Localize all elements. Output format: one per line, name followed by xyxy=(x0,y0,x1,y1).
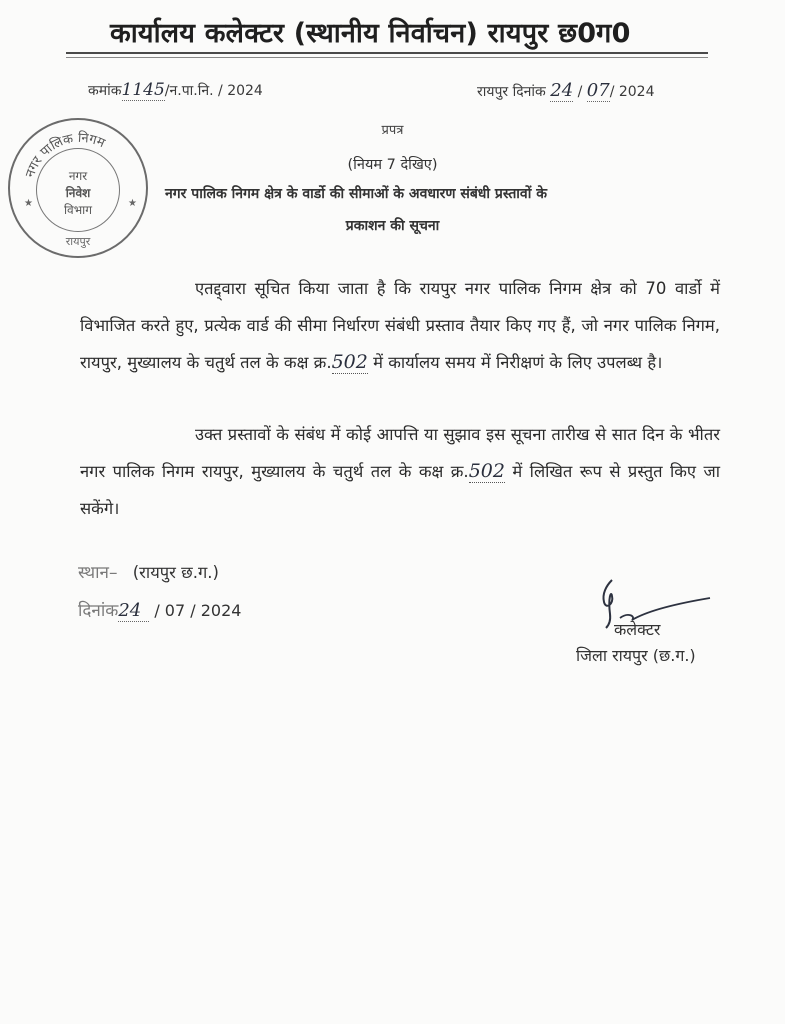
reference-number xyxy=(88,80,263,100)
place-label: स्थान– xyxy=(78,563,118,583)
seal-center-text xyxy=(10,168,146,219)
reference-date-label: रायपुर दिनांक xyxy=(477,84,546,100)
seal-star-left-icon: ★ xyxy=(24,198,33,209)
paragraph-1-text-end: में कार्यालय समय में निरीक्षणं के लिए उपलब्ध है। xyxy=(367,353,663,372)
seal-star-right-icon: ★ xyxy=(128,198,137,209)
footer-date-label: दिनांक xyxy=(78,601,119,621)
reference-number-value: 1145 xyxy=(121,80,165,100)
paragraph-1-room-number: 502 xyxy=(331,351,368,373)
reference-number-label: कमांक xyxy=(88,83,122,99)
form-subject-line-1: नगर पालिक निगम क्षेत्र के वार्डो की सीमाओं के अवधारण संबंधी प्रस्तावों के xyxy=(165,186,547,202)
footer-date-line xyxy=(78,598,241,621)
office-title: कार्यालय कलेक्टर (स्थानीय निर्वाचन) रायपुर छ0ग0 xyxy=(110,18,631,49)
notice-paragraph-2 xyxy=(80,416,720,527)
place-line xyxy=(78,560,219,583)
signatory-district: जिला रायपुर (छ.ग.) xyxy=(576,646,696,665)
title-underline-thin xyxy=(66,57,708,58)
seal-outer-text: नगर पालिक निगम xyxy=(22,130,108,180)
seal-line-1: नगर xyxy=(68,169,88,183)
place-value: (रायपुर छ.ग.) xyxy=(132,563,219,582)
reference-date-day: 24 xyxy=(550,80,574,101)
footer-date-rest: / 07 / 2024 xyxy=(154,601,242,620)
signatory-designation: कलेक्टर xyxy=(614,620,661,639)
footer-date-day: 24 xyxy=(118,600,149,622)
reference-date-separator: / xyxy=(573,84,587,100)
paragraph-2-text-end: में लिखित रूप से प्रस्तुत किए जा सकेंगे। xyxy=(80,462,720,518)
seal-line-3: विभाग xyxy=(63,203,93,217)
department-seal xyxy=(8,118,148,258)
seal-line-2: निवेश xyxy=(65,186,91,200)
paragraph-2-room-number: 502 xyxy=(468,460,505,482)
seal-bottom-text: रायपुर xyxy=(65,235,91,248)
notice-paragraph-1 xyxy=(80,270,720,381)
title-underline xyxy=(66,52,708,54)
reference-date xyxy=(477,80,655,101)
reference-date-year: / 2024 xyxy=(609,84,655,100)
form-name: प्रपत्र xyxy=(381,123,404,138)
paragraph-2-text: उक्त प्रस्तावों के संबंध में कोई आपत्ति या सुझाव इस सूचना तारीख से सात दिन के भीतर नगर पालिक निगम रायपुर, मुख्यालय के चतुर्थ तल के कक्ष क्र. xyxy=(80,425,720,481)
reference-date-month: 07 xyxy=(586,80,610,101)
form-subject-line-2: प्रकाशन की सूचना xyxy=(345,218,440,234)
paragraph-1-text: एतद्द्वारा सूचित किया जाता है कि रायपुर नगर पालिक निगम क्षेत्र को 70 वार्डो में विभाजित करते हुए, प्रत्येक वार्ड की सीमा निर्धारण संबंधी प्रस्ताव तैयार किए गए हैं, जो नगर पालिक निगम, रायपुर, मुख्यालय के चतुर्थ तल के कक्ष क्र. xyxy=(80,279,720,372)
reference-number-suffix: /न.पा.नि. / 2024 xyxy=(164,83,263,99)
form-rule: (नियम 7 देखिए) xyxy=(347,157,438,173)
